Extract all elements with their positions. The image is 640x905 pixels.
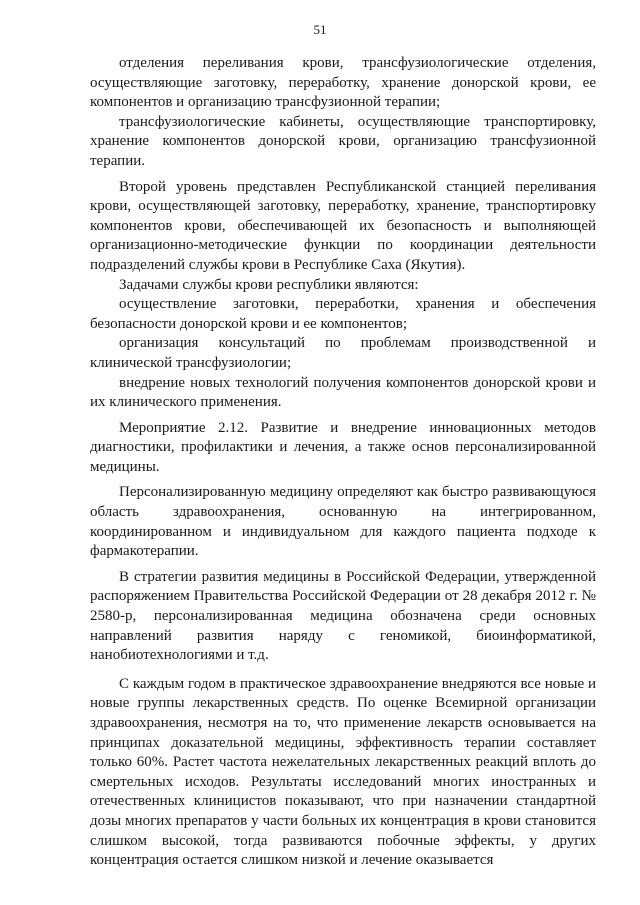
- paragraph-transfusiology-offices: трансфузиологические кабинеты, осуществляющие транспортировку, хранение компонентов донорской крови, организацию трансфузионной терапии.: [90, 113, 596, 169]
- paragraph-measure-2-12: Мероприятие 2.12. Развитие и внедрение инновационных методов диагностики, профилактики и лечения, а также основ персонализированной медицины.: [90, 419, 596, 475]
- paragraph-second-level: Второй уровень представлен Республиканской станцией переливания крови, осуществляющей заготовку, переработку, хранение, транспортировку компонентов крови, обеспечивающей их безопасность и выполняющей организационно-методические функции по координации деятельности подразделений службы крови в Республике Саха (Якутия).: [90, 178, 596, 273]
- paragraph-tasks-intro: Задачами службы крови республики являются:: [119, 276, 419, 293]
- paragraph-new-drug-groups: С каждым годом в практическое здравоохранение внедряются все новые и новые группы лекарственных средств. По оценке Всемирной организации здравоохранения, несмотря на то, что применение лекарств основывается на принципах доказательной медицины, эффективность терапии составляет только 60%. Растет частота нежелательных лекарственных реакций вплоть до смертельных исходов. Результаты исследований многих иностранных и отечественных клиницистов показывают, что при назначении стандартной дозы многих препаратов у части больных их концентрация в крови становится слишком высокой, тогда развиваются побочные эффекты, у других концентрация остается слишком низкой и лечение оказывается: [90, 675, 596, 869]
- paragraph-development-strategy: В стратегии развития медицины в Российской Федерации, утвержденной распоряжением Правительства Российской Федерации от 28 декабря 2012 г. № 2580-р, персонализированная медицина обозначена среди основных направлений развития наряду с геномикой, биоинформатикой, нанобиотехнологиями и т.д.: [90, 568, 596, 664]
- page-number: 51: [313, 22, 327, 37]
- paragraph-task-consultations: организация консультаций по проблемам производственной и клинической трансфузиологии;: [90, 335, 596, 371]
- paragraph-task-procurement: осуществление заготовки, переработки, хранения и обеспечения безопасности донорской крови и ее компонентов;: [90, 296, 596, 332]
- body-text: [90, 54, 596, 871]
- paragraph-blood-transfusion-departments: отделения переливания крови, трансфузиологические отделения, осуществляющие заготовку, переработку, хранение донорской крови, ее компонентов и организацию трансфузионной терапии;: [90, 55, 596, 111]
- paragraph-personalized-medicine-definition: Персонализированную медицину определяют как быстро развивающуюся область здравоохранения, основанную на интегрированном, координированном и индивидуальном для каждого пациента подходе к фармакотерапии.: [90, 484, 596, 560]
- paragraph-task-new-technologies: внедрение новых технологий получения компонентов донорской крови и их клинического применения.: [90, 374, 596, 411]
